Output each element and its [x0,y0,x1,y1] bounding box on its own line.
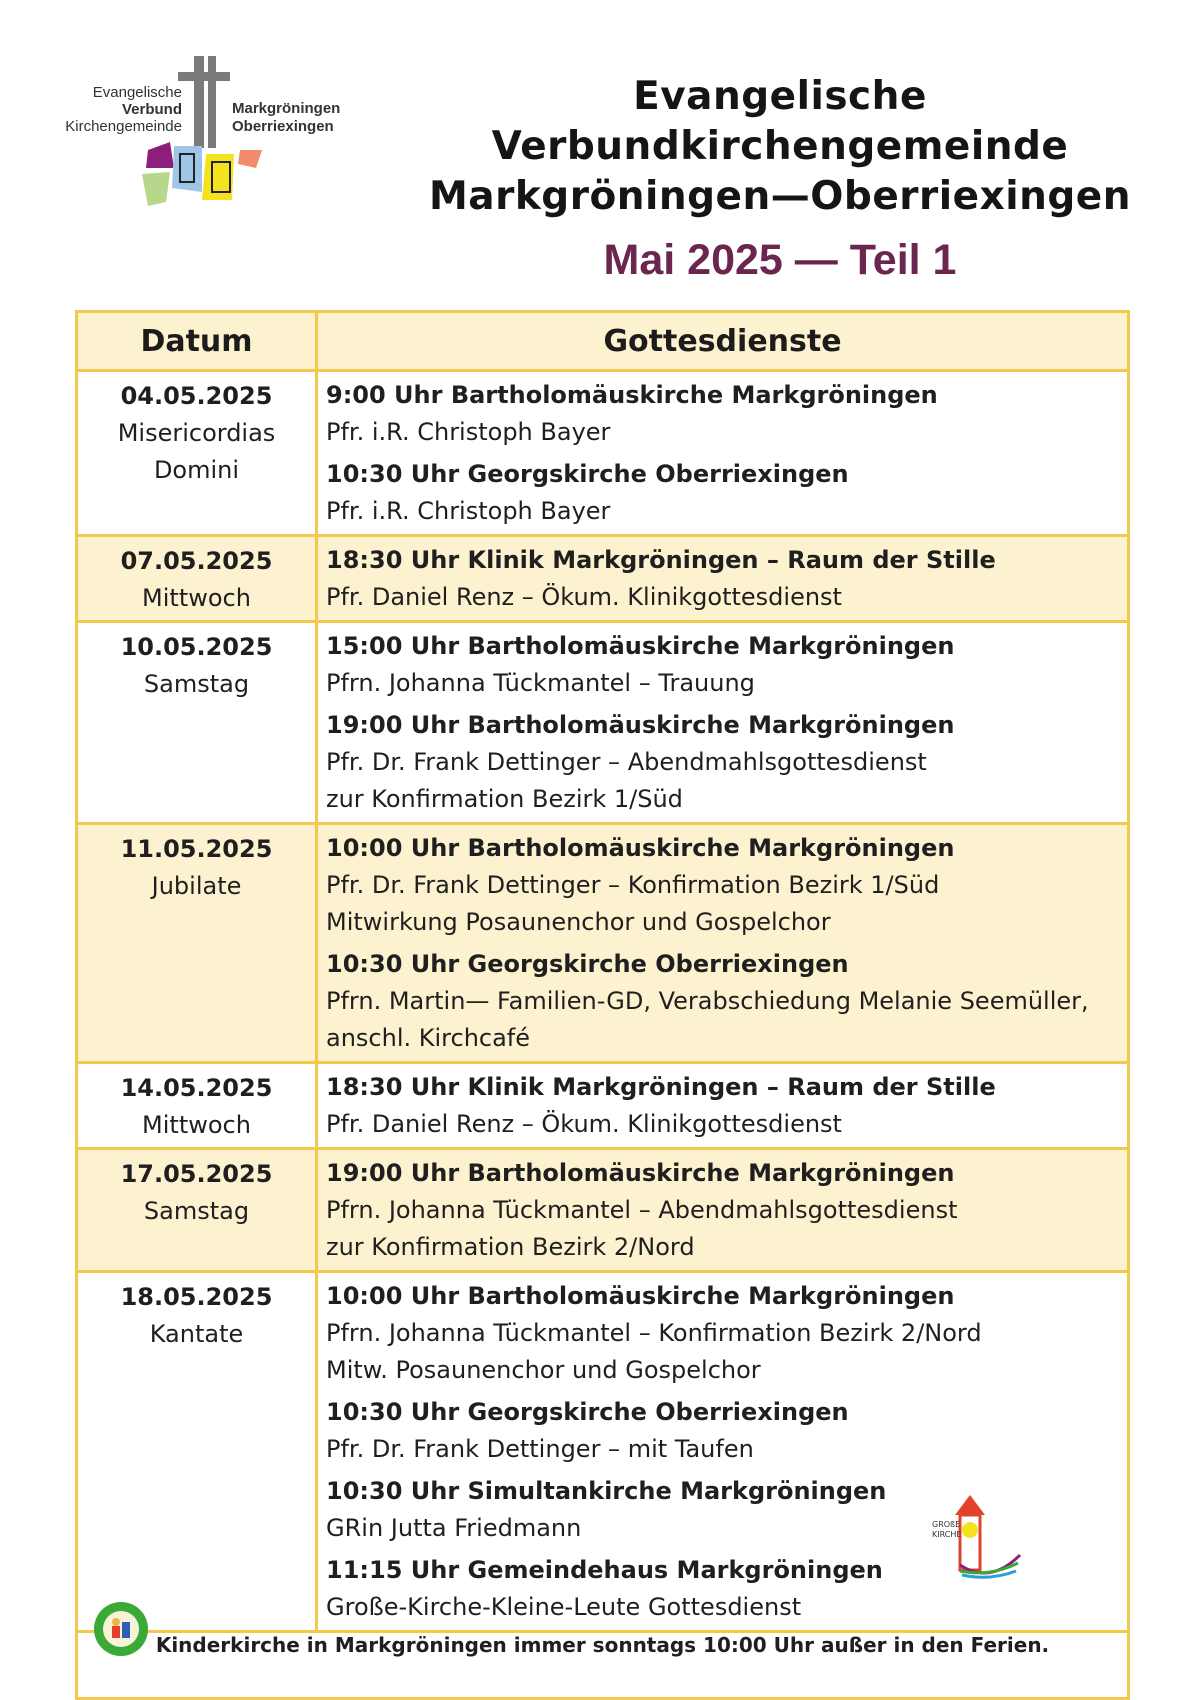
service-date: 18.05.2025 [120,1283,273,1311]
service-detail: Mitwirkung Posaunenchor und Gospelchor [326,908,831,936]
service-detail: Pfr. Dr. Frank Dettinger – Konfirmation Bezirk 1/Süd [326,871,940,899]
service-heading: 9:00 Uhr Bartholomäuskirche Markgröningen [326,381,938,409]
page-title [400,72,1160,222]
service-detail: zur Konfirmation Bezirk 2/Nord [326,1233,695,1261]
svg-text:GROßE: GROßE [932,1520,961,1529]
page-subtitle: Mai 2025 — Teil 1 [603,236,957,284]
service-detail: Pfr. Dr. Frank Dettinger – Abendmahlsgottesdienst [326,748,927,776]
date-cell [77,371,317,536]
table-row [77,622,1129,824]
service-entry [326,830,1121,941]
service-detail: Pfr. Daniel Renz – Ökum. Klinikgottesdienst [326,583,842,611]
service-detail: Pfr. i.R. Christoph Bayer [326,418,611,446]
date-cell [77,536,317,622]
table-row [77,371,1129,536]
col-services-header: Gottesdienste [317,312,1129,371]
service-heading: 10:00 Uhr Bartholomäuskirche Markgröningen [326,834,955,862]
services-cell [317,824,1129,1063]
service-detail: Pfr. Daniel Renz – Ökum. Klinikgottesdienst [326,1110,842,1138]
service-entry [326,456,1121,530]
logo-right-line2: Oberriexingen [232,118,334,135]
service-date: 11.05.2025 [120,835,273,863]
title-line2: Verbundkirchengemeinde [491,124,1069,169]
service-date: 17.05.2025 [120,1160,273,1188]
service-day: Mittwoch [142,584,251,612]
church-logo-icon [62,50,382,230]
service-detail: Pfrn. Johanna Tückmantel – Abendmahlsgottesdienst [326,1196,958,1224]
grosse-kirche-kleine-leute-logo-icon [930,1485,1030,1585]
table-header [77,312,1129,371]
service-heading: 11:15 Uhr Gemeindehaus Markgröningen [326,1556,883,1584]
title-line3: Markgröningen—Oberriexingen [429,174,1131,219]
service-entry [326,1069,1121,1143]
service-date: 14.05.2025 [120,1074,273,1102]
service-heading: 18:30 Uhr Klinik Markgröningen – Raum der Stille [326,546,996,574]
service-detail: GRin Jutta Friedmann [326,1514,582,1542]
service-detail: Pfr. i.R. Christoph Bayer [326,497,611,525]
service-date: 04.05.2025 [120,382,273,410]
logo-graphic [62,50,382,230]
table-row [77,1149,1129,1272]
service-detail: Pfrn. Johanna Tückmantel – Konfirmation Bezirk 2/Nord [326,1319,982,1347]
logo-right-line1: Markgröningen [232,100,341,117]
service-detail: Pfr. Dr. Frank Dettinger – mit Taufen [326,1435,754,1463]
service-day: Misericordias [117,419,276,447]
table-row [77,536,1129,622]
footer-row [77,1632,1129,1699]
service-entry [326,542,1121,616]
service-detail: Pfrn. Johanna Tückmantel – Trauung [326,669,755,697]
service-day: Samstag [143,1197,250,1225]
logo-left-line2: Verbund [121,101,182,118]
services-cell [317,536,1129,622]
footer-text: Kinderkirche in Markgröningen immer sonntags 10:00 Uhr außer in den Ferien. [155,1633,1050,1657]
logo-left-line3: Kirchengemeinde [65,118,182,135]
service-detail: Pfrn. Martin— Familien-GD, Verabschiedung Melanie Seemüller, [326,987,1089,1015]
service-day: Kantate [149,1320,244,1348]
service-entry [326,707,1121,818]
table-row [77,1063,1129,1149]
service-entry [326,1278,1121,1389]
service-heading: 19:00 Uhr Bartholomäuskirche Markgröningen [326,711,955,739]
service-detail: Mitw. Posaunenchor und Gospelchor [326,1356,761,1384]
table-row [77,824,1129,1063]
services-cell [317,1149,1129,1272]
service-day: Samstag [143,670,250,698]
service-entry [326,1155,1121,1266]
col-date-header: Datum [77,312,317,371]
service-heading: 10:30 Uhr Simultankirche Markgröningen [326,1477,887,1505]
service-date: 10.05.2025 [120,633,273,661]
kinderkirche-logo-icon [92,1600,150,1658]
service-heading: 19:00 Uhr Bartholomäuskirche Markgröningen [326,1159,955,1187]
service-entry [326,377,1121,451]
date-cell [77,1149,317,1272]
date-cell [77,1063,317,1149]
service-heading: 10:30 Uhr Georgskirche Oberriexingen [326,950,849,978]
date-cell [77,1272,317,1632]
service-detail: anschl. Kirchcafé [326,1024,531,1052]
date-cell [77,824,317,1063]
service-day: Jubilate [151,872,242,900]
service-entry [326,1394,1121,1468]
service-entry [326,946,1121,1057]
service-heading: 10:00 Uhr Bartholomäuskirche Markgröningen [326,1282,955,1310]
service-day: Mittwoch [142,1111,251,1139]
service-heading: 18:30 Uhr Klinik Markgröningen – Raum der Stille [326,1073,996,1101]
service-heading: 10:30 Uhr Georgskirche Oberriexingen [326,1398,849,1426]
service-date: 07.05.2025 [120,547,273,575]
service-detail: Große-Kirche-Kleine-Leute Gottesdienst [326,1593,802,1621]
service-detail: zur Konfirmation Bezirk 1/Süd [326,785,683,813]
footer-cell [77,1632,1129,1699]
service-heading: 15:00 Uhr Bartholomäuskirche Markgröningen [326,632,955,660]
service-day-line2: Domini [153,456,240,484]
service-heading: 10:30 Uhr Georgskirche Oberriexingen [326,460,849,488]
services-cell [317,622,1129,824]
date-cell [77,622,317,824]
svg-text:KIRCHE: KIRCHE [932,1530,962,1539]
logo-left-line1: Evangelische [92,84,182,101]
service-entry [326,628,1121,702]
services-cell [317,1063,1129,1149]
services-cell [317,371,1129,536]
title-line1: Evangelische [633,74,927,119]
